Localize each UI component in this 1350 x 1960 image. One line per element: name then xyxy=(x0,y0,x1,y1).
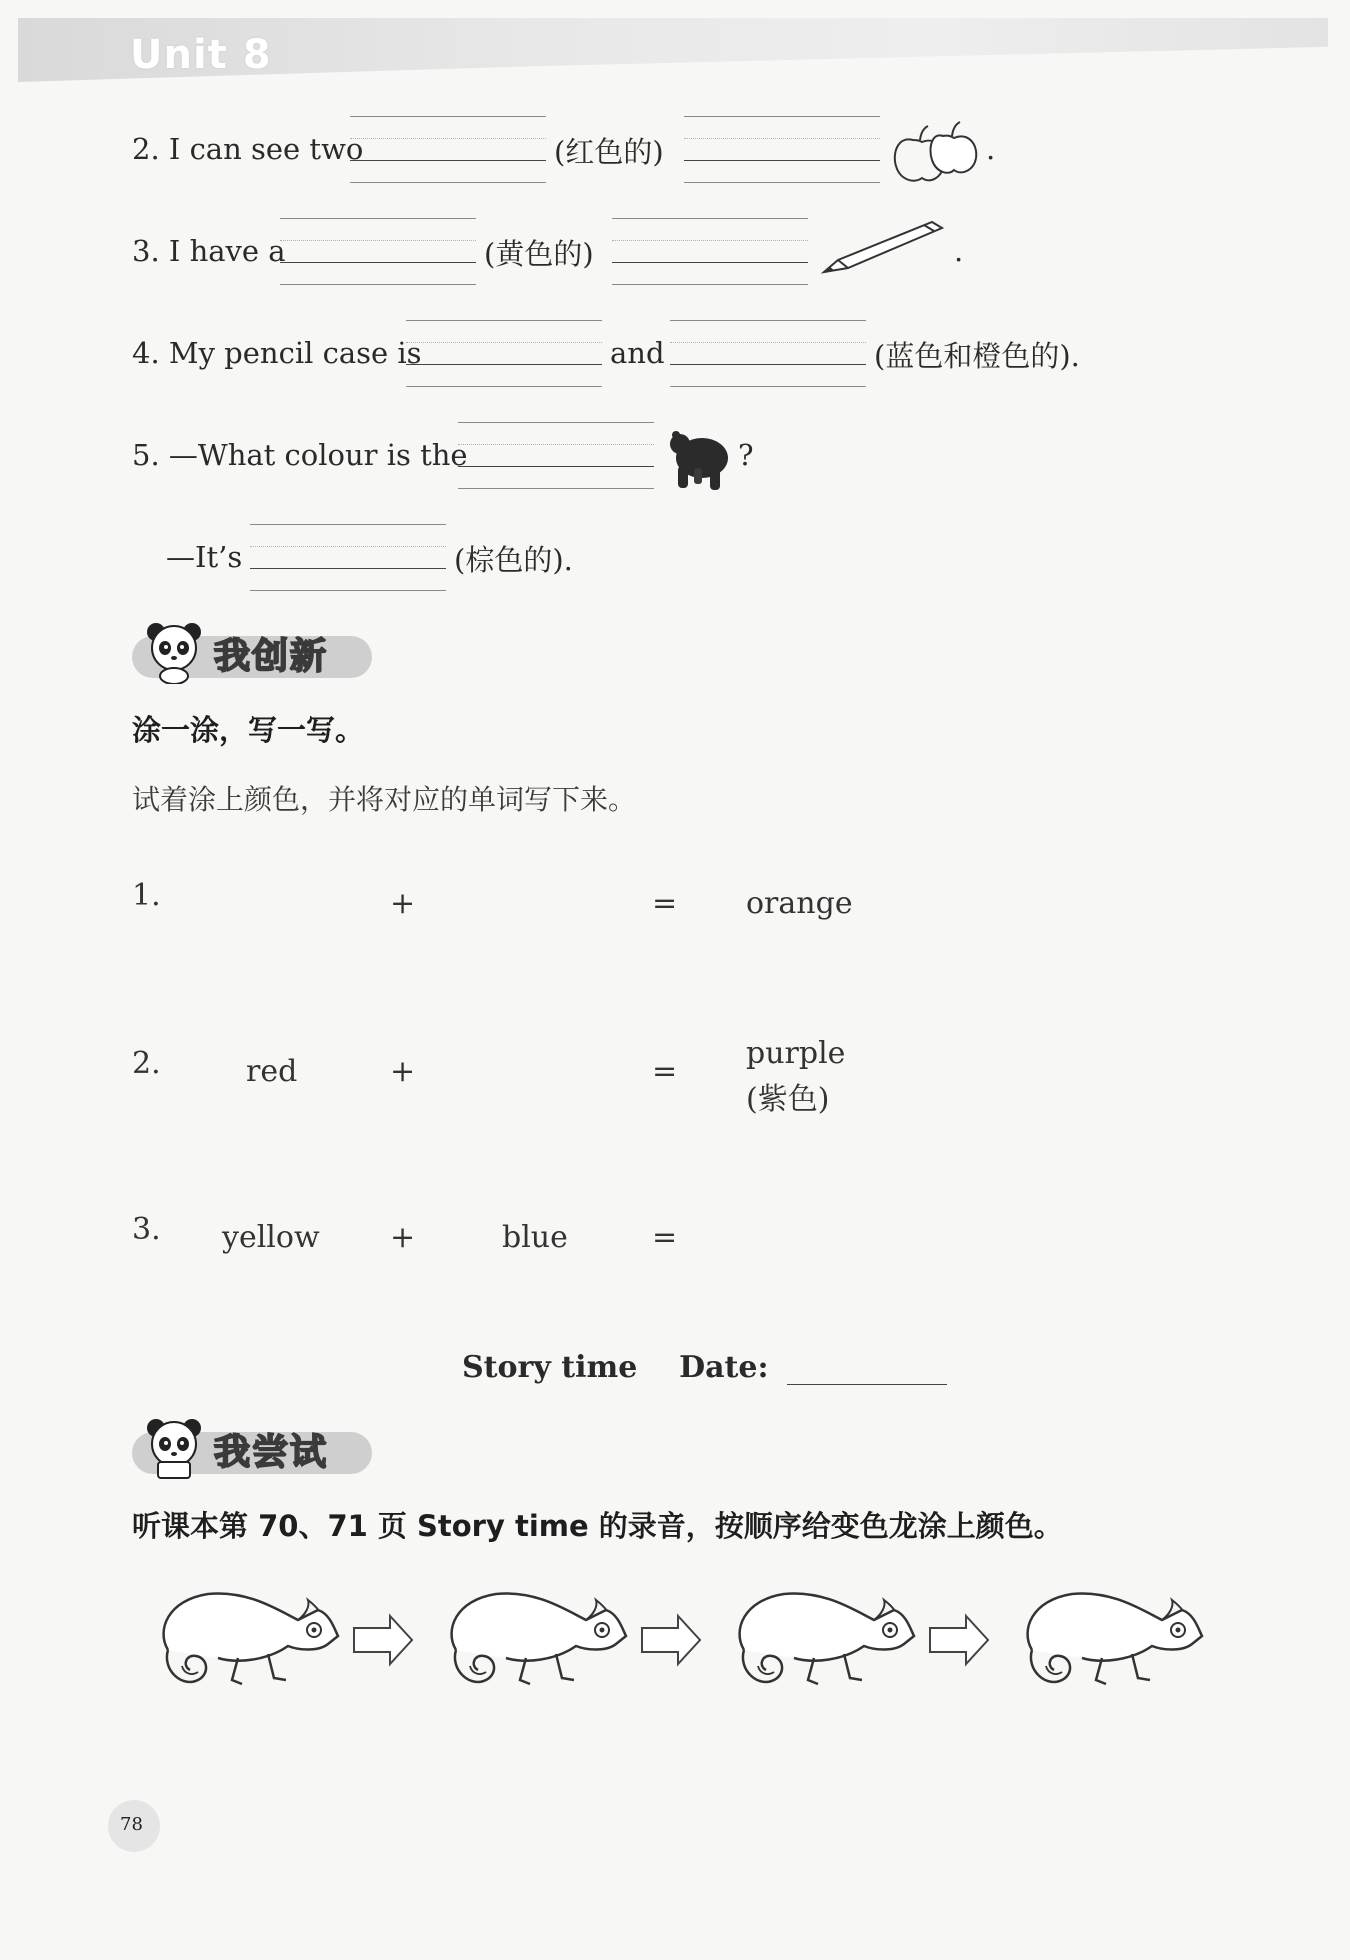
equals-sign: = xyxy=(652,1220,678,1255)
sentence-4 xyxy=(132,336,422,370)
writing-blank[interactable] xyxy=(612,218,808,284)
equation-number: 3. xyxy=(132,1212,161,1247)
question-mark: ? xyxy=(738,438,754,472)
writing-blank[interactable] xyxy=(280,218,476,284)
panda-icon xyxy=(140,1412,210,1480)
plus-sign: + xyxy=(390,886,416,921)
equation-result: purple xyxy=(746,1036,846,1071)
hint-blue-orange: (蓝色和橙色的). xyxy=(874,339,1080,373)
equation-right: blue xyxy=(502,1220,568,1255)
conjunction: and xyxy=(610,336,665,370)
reply-text: —It’s xyxy=(166,540,243,574)
writing-blank[interactable] xyxy=(350,116,546,182)
sentence-number: 4. xyxy=(132,336,160,370)
equation-result-cn: (紫色) xyxy=(746,1082,830,1117)
section-banner-create xyxy=(132,622,372,680)
chameleon-icon[interactable] xyxy=(164,1593,338,1684)
section-heading: 涂一涂，写一写。 xyxy=(132,713,365,747)
arrow-right-icon xyxy=(930,1616,988,1664)
hint-brown: (棕色的). xyxy=(454,543,573,577)
panda-icon xyxy=(140,616,210,684)
sentence-text: I have a xyxy=(168,234,286,268)
writing-blank[interactable] xyxy=(458,422,654,488)
equation-number: 2. xyxy=(132,1046,161,1081)
apple-icon xyxy=(888,118,988,188)
sentence-text: My pencil case is xyxy=(168,336,422,370)
sentence-number: 5. xyxy=(132,438,160,472)
banner-title: 我创新 xyxy=(214,636,329,677)
equation-result: orange xyxy=(746,886,853,921)
sentence-2 xyxy=(132,132,363,166)
writing-blank[interactable] xyxy=(670,320,866,386)
section-heading: 听课本第 70、71 页 Story time 的录音，按顺序给变色龙涂上颜色。 xyxy=(132,1509,1063,1543)
chameleon-icon[interactable] xyxy=(740,1593,914,1684)
banner-title: 我尝试 xyxy=(214,1432,329,1473)
sentence-5 xyxy=(132,438,468,472)
date-label: Date: xyxy=(679,1350,769,1385)
sentence-number: 2. xyxy=(132,132,160,166)
equals-sign: = xyxy=(652,1054,678,1089)
chameleon-icon[interactable] xyxy=(1028,1593,1202,1684)
writing-blank[interactable] xyxy=(406,320,602,386)
sentence-3 xyxy=(132,234,286,268)
equation-number: 1. xyxy=(132,878,161,913)
equation-left: red xyxy=(246,1054,298,1089)
hint-yellow: (黄色的) xyxy=(484,237,594,271)
sentence-text: I can see two xyxy=(168,132,364,166)
unit-title: Unit 8 xyxy=(130,32,272,78)
pencil-icon xyxy=(820,216,950,276)
section-banner-try xyxy=(132,1418,372,1476)
writing-blank[interactable] xyxy=(250,524,446,590)
section-instruction: 试着涂上颜色，并将对应的单词写下来。 xyxy=(132,783,637,816)
story-title: Story time xyxy=(462,1350,638,1385)
arrow-right-icon xyxy=(642,1616,700,1664)
sentence-text: —What colour is the xyxy=(168,438,468,472)
story-time-header xyxy=(462,1350,947,1385)
hint-red: (红色的) xyxy=(554,135,664,169)
sentence-number: 3. xyxy=(132,234,160,268)
sentence-end: . xyxy=(954,234,964,268)
page-number: 78 xyxy=(120,1814,143,1835)
equals-sign: = xyxy=(652,886,678,921)
plus-sign: + xyxy=(390,1220,416,1255)
sentence-end: . xyxy=(986,132,996,166)
date-blank[interactable] xyxy=(787,1358,947,1385)
chameleon-icon[interactable] xyxy=(452,1593,626,1684)
equation-left: yellow xyxy=(222,1220,320,1255)
bear-icon xyxy=(668,426,732,494)
chameleon-sequence xyxy=(148,1580,1208,1700)
writing-blank[interactable] xyxy=(684,116,880,182)
arrow-right-icon xyxy=(354,1616,412,1664)
plus-sign: + xyxy=(390,1054,416,1089)
